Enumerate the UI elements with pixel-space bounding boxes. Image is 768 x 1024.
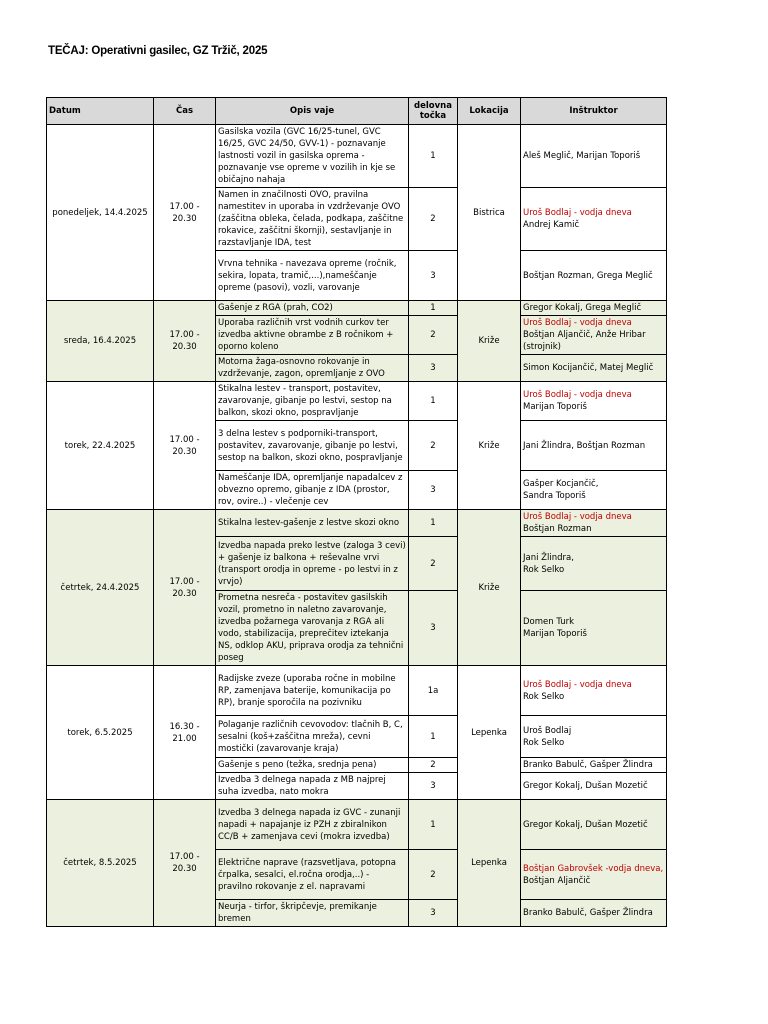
instructor-name: Boštjan Aljančič xyxy=(523,875,591,886)
day-leader-name: Uroš Bodlaj - vodja dneva xyxy=(523,208,632,218)
work-point: 1 xyxy=(409,125,458,188)
instructor-name: Boštjan Aljančič, Anže Hribar (strojnik) xyxy=(523,330,646,352)
work-point: 3 xyxy=(409,773,458,800)
work-point: 1a xyxy=(409,666,458,716)
instructor-name: Rok Selko xyxy=(523,564,565,575)
header-time: Čas xyxy=(154,98,216,125)
day-date: četrtek, 24.4.2025 xyxy=(47,510,154,666)
instructor-name: Boštjan Rozman xyxy=(523,524,592,534)
exercise-description: Namen in značilnosti OVO, pravilna namestitev in uporaba in vzdrževanje OVO (zaščitna obleka, čelada, podkapa, zaščitne rokavice, zaščitni škornji), sestavljanje in razstavljanje IDA, test xyxy=(216,188,409,251)
work-point: 1 xyxy=(409,301,458,316)
work-point: 2 xyxy=(409,421,458,471)
schedule-row xyxy=(47,382,667,421)
work-point: 1 xyxy=(409,382,458,421)
schedule-row xyxy=(47,666,667,716)
schedule-table xyxy=(46,97,667,927)
day-time: 17.00 - 20.30 xyxy=(154,510,216,666)
day-time: 17.00 - 20.30 xyxy=(154,125,216,301)
schedule-row xyxy=(47,510,667,537)
work-point: 2 xyxy=(409,758,458,773)
schedule-row xyxy=(47,301,667,316)
header-part-line2: točka xyxy=(419,111,447,121)
instructor-name: Uroš Bodlaj xyxy=(523,725,572,736)
page-title: TEČAJ: Operativni gasilec, GZ Tržič, 2025 xyxy=(48,45,268,57)
day-location: Lepenka xyxy=(458,666,521,800)
instructor-name: Rok Selko xyxy=(523,737,565,748)
work-point: 1 xyxy=(409,716,458,758)
instructor-cell xyxy=(521,421,667,471)
instructor-name: Andrej Kamič xyxy=(523,220,580,230)
day-time: 17.00 - 20.30 xyxy=(154,382,216,510)
day-location: Križe xyxy=(458,510,521,666)
day-date: sreda, 16.4.2025 xyxy=(47,301,154,382)
work-point: 2 xyxy=(409,316,458,355)
instructor-name: Gregor Kokalj, Dušan Mozetič xyxy=(523,819,648,830)
exercise-description: Električne naprave (razsvetljava, potopna črpalka, sesalci, el.ročna orodja,..) - pravilno rokovanje z el. napravami xyxy=(216,850,409,900)
instructor-cell xyxy=(521,758,667,773)
day-location: Križe xyxy=(458,382,521,510)
day-date: četrtek, 8.5.2025 xyxy=(47,800,154,927)
day-leader-name: Uroš Bodlaj - vodja dneva xyxy=(523,390,632,400)
day-date: torek, 6.5.2025 xyxy=(47,666,154,800)
exercise-description: Stikalna lestev-gašenje z lestve skozi okno xyxy=(216,510,409,537)
work-point: 3 xyxy=(409,251,458,301)
instructor-cell xyxy=(521,355,667,382)
instructor-name: Sandra Toporiš xyxy=(523,491,586,501)
instructor-name: Gregor Kokalj, Grega Meglič xyxy=(523,303,642,313)
exercise-description: Gašenje s peno (težka, srednja pena) xyxy=(216,758,409,773)
instructor-name: Gašper Kocjančič, xyxy=(523,479,599,489)
exercise-description: Prometna nesreča - postavitev gasilskih vozil, prometno in naletno zavarovanje, izvedba požarnega varovanja z RGA ali vodo, stabilizacija, preprečitev iztekanja NS, odklop AKU, priprava orodja za tehnični poseg xyxy=(216,591,409,666)
instructor-cell xyxy=(521,251,667,301)
day-time: 16.30 - 21.00 xyxy=(154,666,216,800)
exercise-description: Gasilska vozila (GVC 16/25-tunel, GVC 16/25, GVC 24/50, GVV-1) - poznavanje lastnosti vozil in gasilska oprema - poznavanje vse opreme v vozilih in kje se običajno nahaja xyxy=(216,125,409,188)
work-point: 2 xyxy=(409,188,458,251)
instructor-cell xyxy=(521,188,667,251)
instructor-name: Simon Kocijančič, Matej Meglič xyxy=(523,363,654,373)
schedule-row xyxy=(47,800,667,850)
exercise-description: Neurja - tirfor, škripčevje, premikanje bremen xyxy=(216,900,409,927)
instructor-cell xyxy=(521,510,667,537)
exercise-description: 3 delna lestev s podporniki-transport, postavitev, zavarovanje, gibanje po lestvi, sestop na balkon, skozi okno, pospravljanje xyxy=(216,421,409,471)
schedule-body xyxy=(47,125,667,927)
instructor-cell xyxy=(521,850,667,900)
work-point: 2 xyxy=(409,850,458,900)
header-date: Datum xyxy=(47,98,154,125)
work-point: 3 xyxy=(409,591,458,666)
instructor-name: Marijan Toporiš xyxy=(523,402,587,412)
instructor-name: Branko Babulč, Gašper Žlindra xyxy=(523,760,653,770)
day-time: 17.00 - 20.30 xyxy=(154,800,216,927)
exercise-description: Izvedba 3 delnega napada iz GVC - zunanji napadi + napajanje iz PZH z zbiralnikon CC/B + zamenjava cevi (mokra izvedba) xyxy=(216,800,409,850)
day-location: Bistrica xyxy=(458,125,521,301)
day-location: Lepenka xyxy=(458,800,521,927)
header-part-line1: delovna xyxy=(414,101,452,111)
header-location: Lokacija xyxy=(458,98,521,125)
instructor-cell xyxy=(521,773,667,800)
instructor-name: Marijan Toporiš xyxy=(523,629,587,639)
day-leader-name: Uroš Bodlaj - vodja dneva xyxy=(523,679,632,690)
day-leader-name: Boštjan Gabrovšek -vodja dneva, xyxy=(523,863,664,874)
instructor-cell xyxy=(521,591,667,666)
instructor-name: Gregor Kokalj, Dušan Mozetič xyxy=(523,781,648,791)
instructor-cell xyxy=(521,471,667,510)
instructor-cell xyxy=(521,716,667,758)
exercise-description: Izvedba napada preko lestve (zaloga 3 cevi) + gašenje iz balkona + reševalne vrvi (transport orodja in opreme - po lestvi in z vrvjo) xyxy=(216,537,409,591)
exercise-description: Uporaba različnih vrst vodnih curkov ter izvedba aktivne obrambe z B ročnikom + oporno koleno xyxy=(216,316,409,355)
instructor-name: Jani Žlindra, Boštjan Rozman xyxy=(523,440,646,451)
instructor-cell xyxy=(521,800,667,850)
day-leader-name: Uroš Bodlaj - vodja dneva xyxy=(523,512,632,522)
day-time: 17.00 - 20.30 xyxy=(154,301,216,382)
header-instructor: Inštruktor xyxy=(521,98,667,125)
work-point: 3 xyxy=(409,355,458,382)
exercise-description: Radijske zveze (uporaba ročne in mobilne RP, zamenjava baterije, komunikacija po RP), branje sporočila na pozivniku xyxy=(216,666,409,716)
instructor-cell xyxy=(521,537,667,591)
work-point: 2 xyxy=(409,537,458,591)
instructor-name: Boštjan Rozman, Grega Meglič xyxy=(523,270,653,281)
exercise-description: Nameščanje IDA, opremljanje napadalcev z obvezno opremo, gibanje z IDA (prostor, rov, ovire..) - vlečenje cev xyxy=(216,471,409,510)
exercise-description: Izvedba 3 delnega napada z MB najprej suha izvedba, nato mokra xyxy=(216,773,409,800)
header-description: Opis vaje xyxy=(216,98,409,125)
instructor-name: Branko Babulč, Gašper Žlindra xyxy=(523,908,653,918)
exercise-description: Stikalna lestev - transport, postavitev, zavarovanje, gibanje po lestvi, sestop na balkon, skozi okno, pospravljanje xyxy=(216,382,409,421)
work-point: 1 xyxy=(409,800,458,850)
exercise-description: Vrvna tehnika - navezava opreme (ročnik, sekira, lopata, tramič,...),nameščanje opreme (pasovi), vozli, varovanje xyxy=(216,251,409,301)
instructor-cell xyxy=(521,382,667,421)
exercise-description: Polaganje različnih cevovodov: tlačnih B, C, sesalni (koš+zaščitna mreža), cevni mostički (zavarovanje kraja) xyxy=(216,716,409,758)
instructor-cell xyxy=(521,301,667,316)
instructor-cell xyxy=(521,666,667,716)
work-point: 1 xyxy=(409,510,458,537)
instructor-name: Domen Turk xyxy=(523,617,575,627)
day-location: Križe xyxy=(458,301,521,382)
day-date: torek, 22.4.2025 xyxy=(47,382,154,510)
instructor-cell xyxy=(521,900,667,927)
instructor-name: Aleš Meglič, Marijan Toporiš xyxy=(523,151,641,161)
header-part xyxy=(409,98,458,125)
work-point: 3 xyxy=(409,900,458,927)
instructor-name: Jani Žlindra, xyxy=(523,552,574,563)
schedule-row xyxy=(47,125,667,188)
day-leader-name: Uroš Bodlaj - vodja dneva xyxy=(523,318,632,328)
instructor-name: Rok Selko xyxy=(523,691,565,702)
exercise-description: Motorna žaga-osnovno rokovanje in vzdrževanje, zagon, opremljanje z OVO xyxy=(216,355,409,382)
work-point: 3 xyxy=(409,471,458,510)
header-row xyxy=(47,98,667,125)
instructor-cell xyxy=(521,125,667,188)
instructor-cell xyxy=(521,316,667,355)
exercise-description: Gašenje z RGA (prah, CO2) xyxy=(216,301,409,316)
day-date: ponedeljek, 14.4.2025 xyxy=(47,125,154,301)
